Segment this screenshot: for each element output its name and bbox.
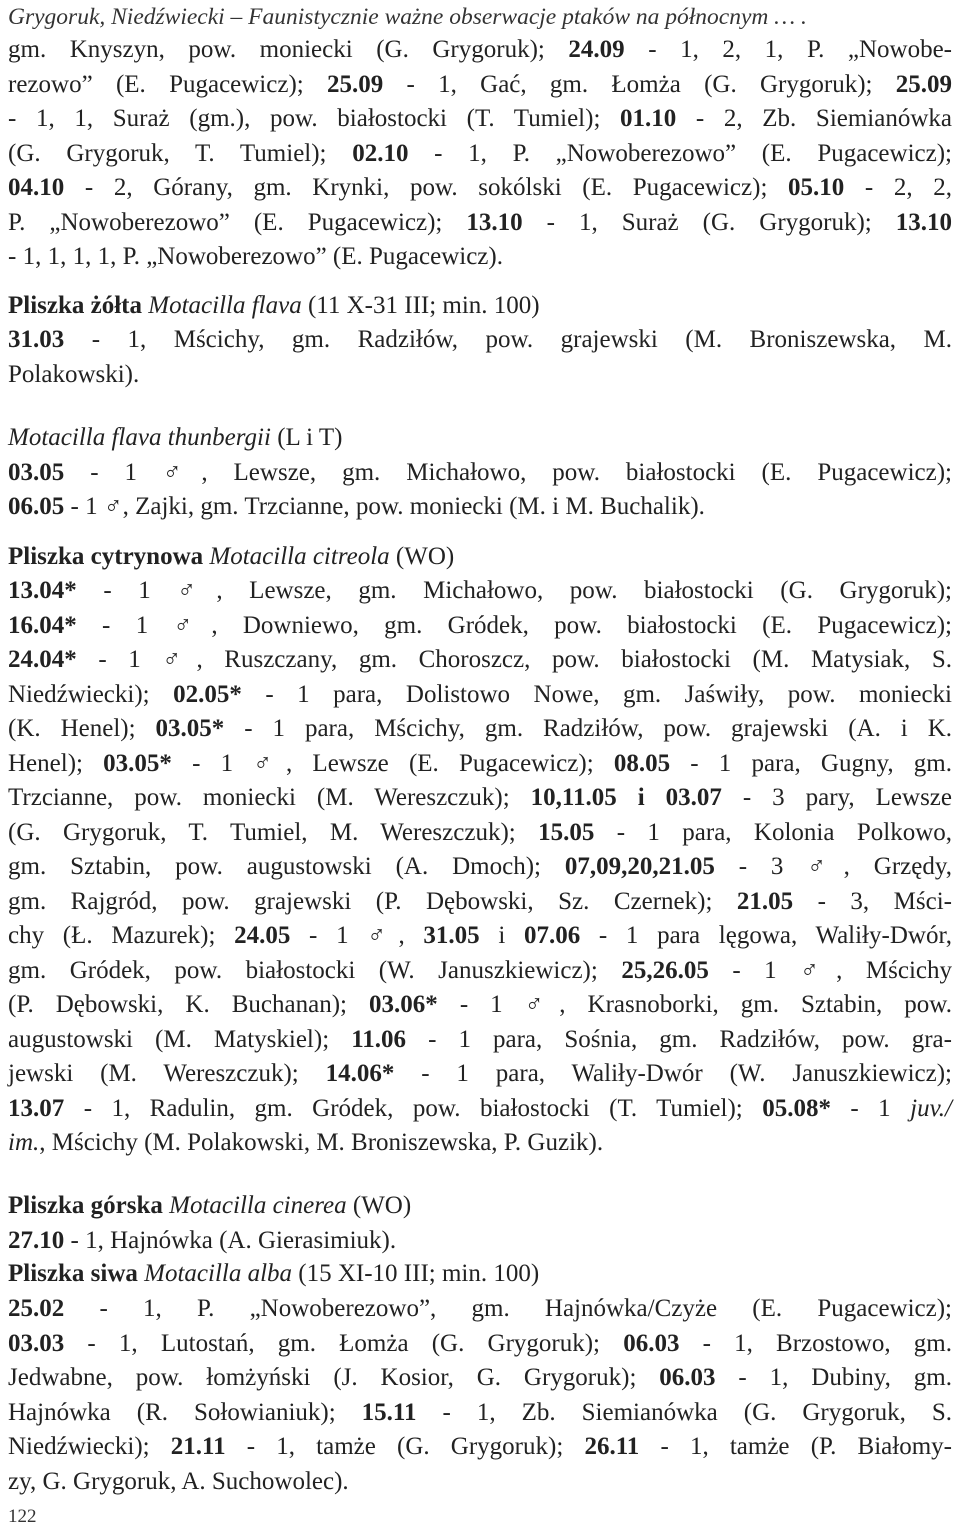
text-segment: - 1 para, Sośnia, gm. Radziłów, pow. gra- xyxy=(406,1026,952,1053)
italic-text: Motacilla flava thunbergii xyxy=(8,424,271,451)
text-segment: rezowo” (E. Pugacewicz); xyxy=(8,71,327,98)
bold-text: 03.06* xyxy=(369,991,438,1018)
text-segment: - 1 xyxy=(830,1095,911,1122)
text-segment: (WO) xyxy=(389,543,455,570)
text-segment: - 3 ♂, Grzędy, xyxy=(714,853,952,880)
bold-text: 05.10 xyxy=(788,174,845,201)
bold-text: 24.04* xyxy=(8,646,77,673)
text-segment: - 1, P. „Nowoberezowo” (E. Pugacewicz); xyxy=(408,140,952,167)
text-line xyxy=(8,358,952,393)
bold-text: 03.03 xyxy=(8,1330,65,1357)
text-segment: - 2, Górany, gm. Krynki, pow. sokólski (E. Pugacewicz); xyxy=(64,174,789,201)
text-line xyxy=(8,988,952,1023)
text-segment: - 3, Mści- xyxy=(793,888,952,915)
italic-text: Motacilla cinerea xyxy=(169,1192,347,1219)
bold-text: 02.10 xyxy=(352,140,409,167)
bold-text: 06.03 xyxy=(659,1364,716,1391)
text-segment: - 1 para, Gugny, gm. xyxy=(670,750,952,777)
italic-text: Motacilla citreola xyxy=(209,543,390,570)
text-line xyxy=(8,1257,952,1292)
bold-text: 01.10 xyxy=(620,105,677,132)
text-segment: - 1 para, Waliły-Dwór (W. Januszkiewicz); xyxy=(394,1060,952,1087)
text-line xyxy=(8,137,952,172)
text-line xyxy=(8,1189,952,1224)
text-segment: gm. Gródek, pow. białostocki (W. Januszkiewicz); xyxy=(8,957,622,984)
text-line xyxy=(8,850,952,885)
text-line xyxy=(8,490,952,525)
text-segment: - 1 para, Mścichy, gm. Radziłów, pow. grajewski (A. i K. xyxy=(224,715,953,742)
bold-text: 14.06* xyxy=(325,1060,395,1087)
bold-text: 27.10 xyxy=(8,1227,65,1254)
bold-text: 13.10 xyxy=(895,209,952,236)
text-segment: (L i T) xyxy=(270,424,343,451)
text-segment: Niedźwiecki); xyxy=(8,681,174,708)
text-segment: - 1, Zb. Siemianówka (G. Grygoruk, S. xyxy=(416,1399,952,1426)
text-segment: - 1, Suraż (G. Grygoruk); xyxy=(522,209,896,236)
text-segment: i xyxy=(479,922,524,949)
text-segment: (11 X-31 III; min. 100) xyxy=(301,292,540,319)
text-segment: zy, G. Grygoruk, A. Suchowolec). xyxy=(8,1468,349,1495)
text-segment: - 1 para, Kolonia Polkowo, xyxy=(594,819,952,846)
text-segment: - 1, Dubiny, gm. xyxy=(715,1364,952,1391)
text-line xyxy=(8,885,952,920)
text-segment: - 1 ♂, Lewsze, gm. Michałowo, pow. białostocki (G. Grygoruk); xyxy=(76,577,952,604)
text-line xyxy=(8,421,952,456)
text-line xyxy=(8,919,952,954)
text-line xyxy=(8,609,952,644)
text-segment: - 1, tamże (P. Białomy- xyxy=(639,1433,952,1460)
bold-text: 13.04* xyxy=(8,577,77,604)
text-segment: Jedwabne, pow. łomżyński (J. Kosior, G. Grygoruk); xyxy=(8,1364,660,1391)
bold-text: 24.09 xyxy=(568,36,625,63)
text-segment: - 1, Brzostowo, gm. xyxy=(679,1330,952,1357)
bold-text: 25.02 xyxy=(8,1295,65,1322)
bold-text: 10,11.05 i 03.07 xyxy=(530,784,722,811)
text-segment: - 1 para lęgowa, Waliły-Dwór, xyxy=(580,922,953,949)
bold-text: 02.05* xyxy=(173,681,242,708)
text-line xyxy=(8,289,952,324)
text-line xyxy=(8,68,952,103)
text-segment: P. „Nowoberezowo” (E. Pugacewicz); xyxy=(8,209,467,236)
bold-text: 03.05* xyxy=(155,715,225,742)
text-segment: - 2, 2, xyxy=(844,174,952,201)
text-segment: - 1, Radulin, gm. Gródek, pow. białostocki (T. Tumiel); xyxy=(64,1095,763,1122)
text-segment: Hajnówka (R. Sołowianiuk); xyxy=(8,1399,362,1426)
text-segment: - 1, 2, 1, P. „Nowobe- xyxy=(624,36,952,63)
text-segment: (15 XI-10 III; min. 100) xyxy=(292,1260,540,1287)
bold-text: 21.11 xyxy=(170,1433,226,1460)
text-segment: Niedźwiecki); xyxy=(8,1433,171,1460)
text-segment: gm. Knyszyn, pow. moniecki (G. Grygoruk); xyxy=(8,36,569,63)
text-segment: - 1 ♂, Zajki, gm. Trzcianne, pow. moniecki (M. i M. Buchalik). xyxy=(64,493,705,520)
text-segment: - 1, Gać, gm. Łomża (G. Grygoruk); xyxy=(383,71,896,98)
text-line xyxy=(8,171,952,206)
text-line xyxy=(8,1224,952,1259)
text-segment: gm. Rajgród, pow. grajewski (P. Dębowski, Sz. Czernek); xyxy=(8,888,737,915)
text-line xyxy=(8,643,952,678)
text-segment: - 3 pary, Lewsze xyxy=(721,784,952,811)
text-line xyxy=(8,1126,952,1161)
text-segment: gm. Sztabin, pow. augustowski (A. Dmoch); xyxy=(8,853,565,880)
bold-text: 15.11 xyxy=(361,1399,417,1426)
bold-text: 03.05* xyxy=(103,750,172,777)
running-head: Grygoruk, Niedźwiecki – Faunistycznie ważne obserwacje ptaków na północnym … . xyxy=(8,4,807,30)
bold-text: 03.05 xyxy=(8,459,65,486)
text-segment: Henel); xyxy=(8,750,104,777)
text-segment: - 1 ♂, Lewsze (E. Pugacewicz); xyxy=(171,750,614,777)
italic-text: juv./ xyxy=(910,1095,953,1122)
bold-text: 11.06 xyxy=(351,1026,407,1053)
text-line xyxy=(8,1327,952,1362)
text-line xyxy=(8,712,952,747)
bold-text: 06.05 xyxy=(8,493,65,520)
text-line xyxy=(8,1023,952,1058)
bold-text: 06.03 xyxy=(623,1330,680,1357)
bold-text: 24.05 xyxy=(234,922,291,949)
text-line xyxy=(8,954,952,989)
page-number: 122 xyxy=(8,1506,37,1527)
italic-text: Motacilla flava xyxy=(148,292,302,319)
text-segment: - 1, Mścichy, gm. Radziłów, pow. grajewski (M. Broniszewska, M. xyxy=(64,326,952,353)
text-segment: - 1, Hajnówka (A. Gierasimiuk). xyxy=(64,1227,397,1254)
text-segment: - 1 ♂, Krasnoborki, gm. Sztabin, pow. xyxy=(437,991,952,1018)
bold-text: 26.11 xyxy=(584,1433,640,1460)
text-line xyxy=(8,540,952,575)
bold-text: 25.09 xyxy=(327,71,384,98)
bold-text: Pliszka górska xyxy=(8,1192,163,1219)
text-segment: - 1 para, Dolistowo Nowe, gm. Jaświły, pow. moniecki xyxy=(241,681,952,708)
text-segment: (WO) xyxy=(346,1192,412,1219)
text-line xyxy=(8,1430,952,1465)
text-segment: - 1 ♂, xyxy=(290,922,424,949)
text-line xyxy=(8,747,952,782)
bold-text: 13.10 xyxy=(466,209,523,236)
bold-text: 08.05 xyxy=(613,750,671,777)
text-line xyxy=(8,33,952,68)
text-line xyxy=(8,206,952,241)
bold-text: 07,09,20,21.05 xyxy=(564,853,715,880)
text-segment: - 2, Zb. Siemianówka xyxy=(676,105,952,132)
bold-text: 31.03 xyxy=(8,326,65,353)
bold-text: 05.08* xyxy=(762,1095,831,1122)
bold-text: Pliszka żółta xyxy=(8,292,143,319)
text-line xyxy=(8,456,952,491)
text-segment: - 1 ♂, Downiewo, gm. Gródek, pow. białostocki (E. Pugacewicz); xyxy=(76,612,952,639)
text-segment: - 1, 1, Suraż (gm.), pow. białostocki (T. Tumiel); xyxy=(8,105,621,132)
text-line xyxy=(8,240,952,275)
text-segment: - 1, tamże (G. Grygoruk); xyxy=(225,1433,585,1460)
bold-text: 21.05 xyxy=(736,888,794,915)
text-segment: (K. Henel); xyxy=(8,715,156,742)
text-segment: - 1, Lutostań, gm. Łomża (G. Grygoruk); xyxy=(64,1330,624,1357)
text-segment: - 1 ♂, Ruszczany, gm. Choroszcz, pow. białostocki (M. Matysiak, S. xyxy=(76,646,952,673)
text-line xyxy=(8,1057,952,1092)
bold-text: 04.10 xyxy=(8,174,65,201)
bold-text: 25.09 xyxy=(895,71,952,98)
bold-text: 31.05 xyxy=(423,922,480,949)
text-line xyxy=(8,574,952,609)
italic-text: Motacilla alba xyxy=(144,1260,293,1287)
text-segment: (G. Grygoruk, T. Tumiel, M. Wereszczuk); xyxy=(8,819,539,846)
text-segment: Polakowski). xyxy=(8,361,140,388)
text-line xyxy=(8,816,952,851)
text-segment: - 1, P. „Nowoberezowo”, gm. Hajnówka/Czyże (E. Pugacewicz); xyxy=(64,1295,952,1322)
text-segment: , Mścichy (M. Polakowski, M. Broniszewska, P. Guzik). xyxy=(39,1129,604,1156)
text-segment: augustowski (M. Matyskiel); xyxy=(8,1026,352,1053)
text-line xyxy=(8,1396,952,1431)
text-line xyxy=(8,781,952,816)
text-segment: Trzcianne, pow. moniecki (M. Wereszczuk); xyxy=(8,784,531,811)
bold-text: Pliszka cytrynowa xyxy=(8,543,204,570)
bold-text: Pliszka siwa xyxy=(8,1260,138,1287)
text-line xyxy=(8,1465,952,1500)
text-line xyxy=(8,1361,952,1396)
text-segment: (P. Dębowski, K. Buchanan); xyxy=(8,991,370,1018)
text-line xyxy=(8,678,952,713)
bold-text: 16.04* xyxy=(8,612,77,639)
text-segment: - 1 ♂, Lewsze, gm. Michałowo, pow. białostocki (E. Pugacewicz); xyxy=(64,459,952,486)
bold-text: 15.05 xyxy=(538,819,595,846)
bold-text: 13.07 xyxy=(8,1095,65,1122)
italic-text: im. xyxy=(8,1129,40,1156)
text-segment: (G. Grygoruk, T. Tumiel); xyxy=(8,140,353,167)
text-segment: - 1, 1, 1, 1, P. „Nowoberezowo” (E. Pugacewicz). xyxy=(8,243,503,270)
text-line xyxy=(8,323,952,358)
text-segment: - 1 ♂, Mścichy xyxy=(708,957,953,984)
bold-text: 25,26.05 xyxy=(621,957,709,984)
text-line xyxy=(8,1092,952,1127)
bold-text: 07.06 xyxy=(523,922,581,949)
text-line xyxy=(8,102,952,137)
text-segment: chy (Ł. Mazurek); xyxy=(8,922,235,949)
text-line xyxy=(8,1292,952,1327)
text-segment: jewski (M. Wereszczuk); xyxy=(8,1060,326,1087)
